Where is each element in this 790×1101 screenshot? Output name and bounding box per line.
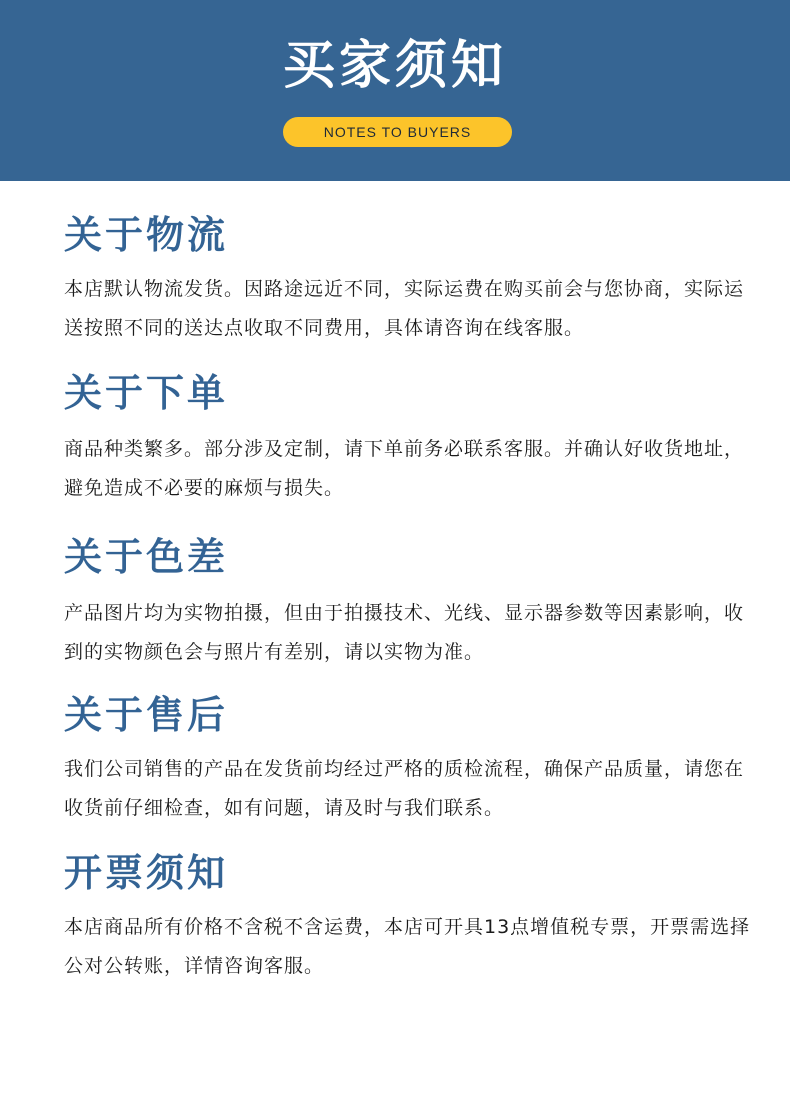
section-after-sales [64,690,754,828]
section-invoice [64,848,754,986]
section-heading: 关于下单 [64,371,229,415]
section-body: 我们公司销售的产品在发货前均经过严格的质检流程，确保产品质量，请您在收货前仔细检查，如有问题，请及时与我们联系。 [64,758,745,819]
section-heading: 关于色差 [64,535,229,579]
section-body: 本店商品所有价格不含税不含运费，本店可开具13点增值税专票，开票需选择公对公转账，详情咨询客服。 [64,916,751,977]
section-body: 产品图片均为实物拍摄，但由于拍摄技术、光线、显示器参数等因素影响，收到的实物颜色会与照片有差别，请以实物为准。 [64,602,745,663]
subtitle-badge: NOTES TO BUYERS [283,117,512,147]
section-body: 商品种类繁多。部分涉及定制，请下单前务必联系客服。并确认好收货地址，避免造成不必要的麻烦与损失。 [64,438,745,499]
section-logistics [64,210,754,348]
section-body: 本店默认物流发货。因路途远近不同，实际运费在购买前会与您协商，实际运送按照不同的送达点收取不同费用，具体请咨询在线客服。 [64,278,745,339]
section-ordering [64,368,754,508]
section-heading: 开票须知 [64,851,229,895]
section-heading: 关于物流 [64,213,229,257]
section-heading: 关于售后 [64,693,229,737]
header-banner [0,0,790,181]
section-color-difference [64,532,754,672]
page-title: 买家须知 [282,36,507,96]
